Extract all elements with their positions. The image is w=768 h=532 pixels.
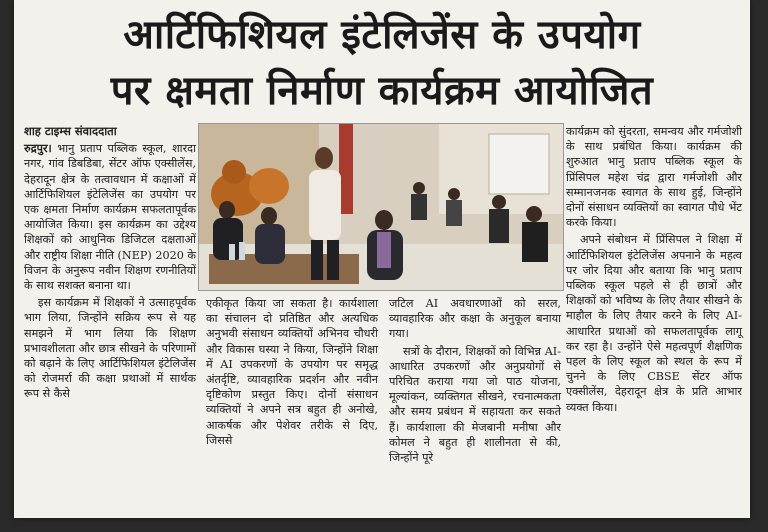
- newspaper-clipping: [14, 0, 750, 518]
- paragraph: सत्रों के दौरान, शिक्षकों को विभिन्न AI-आधारित उपकरणों और अनुप्रयोगों से परिचित कराया गया जो पाठ योजना, मूल्यांकन, व्यक्तिगत सीखने, रचनात्मकता और समय प्रबंधन में सहायता कर सकते हैं। कार्यशाला की मेजबानी मनीषा और कोमल ने बहुत ही शालीनता से की, जिन्होंने पूरे: [389, 344, 561, 465]
- article-column-1: [24, 124, 196, 404]
- article-column-2: [206, 296, 378, 450]
- article-photo: [198, 123, 564, 291]
- paragraph: कार्यक्रम को सुंदरता, समन्वय और गर्मजोशी के साथ प्रबंधित किया। कार्यक्रम की शुरुआत भानु प्रताप पब्लिक स्कूल के प्रिंसिपल महेश चंद्र द्वारा गर्मजोशी और सम्मानजनक स्वागत के साथ हुई, जिन्होंने दोनों संसाधन व्यक्तियों का स्वागत पौधे भेंट करके किया।: [566, 125, 742, 230]
- byline: शाह टाइम्स संवाददाता: [24, 124, 117, 138]
- paragraph: अपने संबोधन में प्रिंसिपल ने शिक्षा में आर्टिफिशियल इंटेलिजेंस अपनाने के महत्व पर जोर दिया और बताया कि भानु प्रताप पब्लिक स्कूल पहले से ही छात्रों और शिक्षकों को भविष्य के लिए तैयार सीखने के माहौल के लिए तैयार करने के लिए AI-आधारित प्रथाओं को सफलतापूर्वक लागू कर रहा है। उन्होंने ऐसे महत्वपूर्ण शैक्षणिक पहल के लिए स्कूल को स्थल के रूप में चुनने के लिए CBSE सेंटर ऑफ एक्सीलेंस, देहरादून क्षेत्र के प्रति आभार व्यक्त किया।: [566, 233, 742, 414]
- paragraph: जटिल AI अवधारणाओं को सरल, व्यावहारिक और कक्षा के अनुकूल बनाया गया।: [389, 297, 561, 341]
- paragraph: इस कार्यक्रम में शिक्षकों ने उत्साहपूर्वक भाग लिया, जिन्होंने सक्रिय रूप से यह समझने में भाग लिया कि शिक्षण प्रभावशीलता और छात्र सीखने के परिणामों को बढ़ाने के लिए आर्टिफिशियल इंटेलिजेंस को रोजमर्रा की कक्षा प्रथाओं में सार्थक रूप से कैसे: [24, 296, 196, 401]
- article-column-3: [389, 296, 561, 467]
- paragraph: एकीकृत किया जा सकता है। कार्यशाला का संचालन दो प्रतिष्ठित और अत्यधिक अनुभवी संसाधन व्यक्तियों अभिनव चौधरी और विकास घस्या ने किया, जिन्होंने शिक्षा में AI उपकरणों के उपयोग पर समृद्ध अंतर्दृष्टि, व्यावहारिक प्रदर्शन और नवीन दृष्टिकोण प्रस्तुत किए। दोनों संसाधन व्यक्तियों ने अपने सत्र बहुत ही अनोखे, आकर्षक और पेशेवर तरीके से दिए, जिससे: [206, 297, 378, 447]
- article-column-4: [566, 124, 742, 417]
- headline-line-1: आर्टिफिशियल इंटेलिजेंस के उपयोग: [123, 12, 641, 58]
- photo-image: [199, 124, 563, 290]
- headline-line-2: पर क्षमता निर्माण कार्यक्रम आयोजित: [110, 68, 654, 114]
- paragraph-text: भानु प्रताप पब्लिक स्कूल, शारदा नगर, गांव डिबडिबा, सेंटर ऑफ एक्सीलेंस, देहरादून क्षेत्र के तत्वावधान में कक्षाओं में आर्टिफिशियल इंटेलिजेंस का उपयोग पर एक क्षमता निर्माण कार्यक्रम सफलतापूर्वक आयोजित किया। इस कार्यक्रम का उद्देश्य शिक्षकों को आधुनिक डिजिटल दक्षताओं और राष्ट्रीय शिक्षा नीति (NEP) 2020 के विजन के अनुरूप नवीन शिक्षण रणनीतियों के साथ सशक्त बनाना था।: [24, 142, 196, 293]
- paragraph: [24, 141, 196, 293]
- dateline: रुद्रपुर।: [24, 141, 52, 156]
